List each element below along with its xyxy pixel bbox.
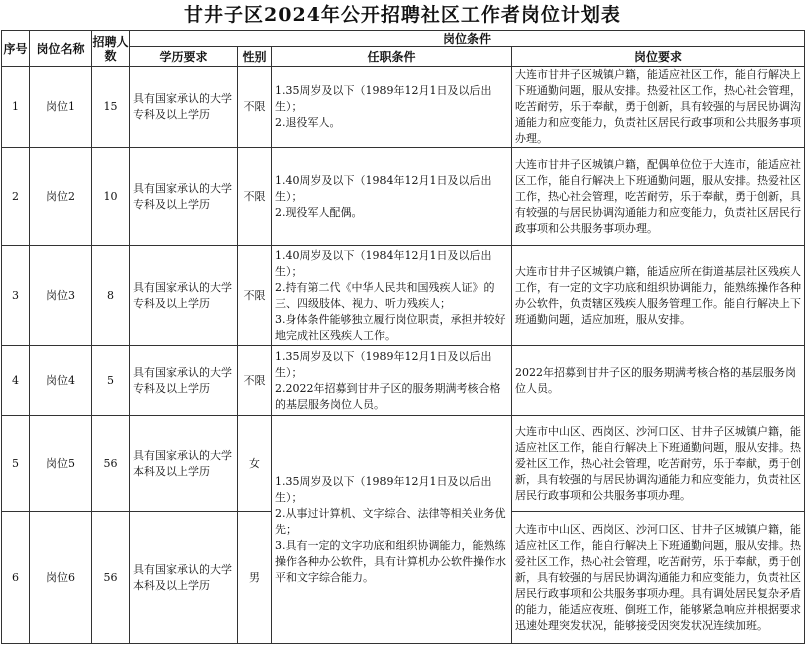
cell-education: 具有国家承认的大学专科及以上学历 bbox=[130, 346, 238, 416]
cell-recruit-count: 56 bbox=[92, 416, 130, 512]
header-position-name: 岗位名称 bbox=[30, 31, 92, 67]
table-row bbox=[2, 148, 805, 246]
qualification-item: 2.从事过计算机、文字综合、法律等相关业务优先； bbox=[275, 506, 506, 536]
qualification-item: 2.持有第二代《中华人民共和国残疾人证》的三、四级肢体、视力、听力残疾人； bbox=[275, 280, 495, 310]
cell-seq: 6 bbox=[2, 512, 30, 644]
cell-seq: 4 bbox=[2, 346, 30, 416]
cell-qualifications bbox=[272, 67, 512, 148]
cell-requirements: 大连市中山区、西岗区、沙河口区、甘井子区城镇户籍，能适应社区工作，能自行解决上下班通勤问题，服从安排。热爱社区工作，热心社会管理，吃苦耐劳，乐于奉献，勇于创新，具有较强的与居民协调沟通能力和应变能力，负责社区居民行政事项和公共服务事项办理。具有调处居民复杂矛盾的能力，能适应夜班、倒班工作，能够紧急响应并根据要求迅速处理突发状况，能够接受因突发状况连续加班。 bbox=[512, 512, 805, 644]
qualification-item: 3.具有一定的文字功底和组织协调能力，能熟练操作各种办公软件，具有计算机办公软件操作水平和文字综合能力。 bbox=[275, 538, 506, 584]
cell-gender: 女 bbox=[238, 416, 272, 512]
cell-position-name: 岗位1 bbox=[30, 67, 92, 148]
cell-recruit-count: 5 bbox=[92, 346, 130, 416]
header-requirements: 岗位要求 bbox=[512, 47, 805, 67]
cell-seq: 5 bbox=[2, 416, 30, 512]
cell-recruit-count: 10 bbox=[92, 148, 130, 246]
cell-position-name: 岗位2 bbox=[30, 148, 92, 246]
header-gender: 性别 bbox=[238, 47, 272, 67]
header-qualifications: 任职条件 bbox=[272, 47, 512, 67]
qualification-item: 2.现役军人配偶。 bbox=[275, 205, 363, 219]
cell-education: 具有国家承认的大学专科及以上学历 bbox=[130, 246, 238, 346]
qualification-item: 3.身体条件能够独立履行岗位职责，承担并较好地完成社区残疾人工作。 bbox=[275, 312, 506, 342]
cell-recruit-count: 15 bbox=[92, 67, 130, 148]
cell-seq: 3 bbox=[2, 246, 30, 346]
cell-position-name: 岗位3 bbox=[30, 246, 92, 346]
cell-position-name: 岗位5 bbox=[30, 416, 92, 512]
cell-education: 具有国家承认的大学专科及以上学历 bbox=[130, 67, 238, 148]
cell-qualifications bbox=[272, 148, 512, 246]
header-seq: 序号 bbox=[2, 31, 30, 67]
header-education: 学历要求 bbox=[130, 47, 238, 67]
cell-gender: 不限 bbox=[238, 246, 272, 346]
qualification-item: 2.2022年招募到甘井子区的服务期满考核合格的基层服务岗位人员。 bbox=[275, 381, 501, 411]
cell-education: 具有国家承认的大学专科及以上学历 bbox=[130, 148, 238, 246]
cell-qualifications-shared bbox=[272, 416, 512, 644]
qualification-item: 1.35周岁及以下（1989年12月1日及以后出生）； bbox=[275, 474, 492, 504]
cell-education: 具有国家承认的大学本科及以上学历 bbox=[130, 416, 238, 512]
qualification-item: 2.退役军人。 bbox=[275, 116, 341, 129]
cell-position-name: 岗位4 bbox=[30, 346, 92, 416]
table-row bbox=[2, 67, 805, 148]
qualification-item: 1.35周岁及以下（1989年12月1日及以后出生）； bbox=[275, 349, 492, 379]
header-recruit-count: 招聘人数 bbox=[92, 31, 130, 67]
table-row bbox=[2, 346, 805, 416]
header-position-conditions: 岗位条件 bbox=[130, 31, 805, 47]
page-title: 甘井子区2024年公开招聘社区工作者岗位计划表 bbox=[184, 4, 621, 26]
position-plan-table bbox=[1, 30, 805, 644]
cell-seq: 1 bbox=[2, 67, 30, 148]
cell-requirements: 2022年招募到甘井子区的服务期满考核合格的基层服务岗位人员。 bbox=[512, 346, 805, 416]
table-row bbox=[2, 416, 805, 512]
cell-seq: 2 bbox=[2, 148, 30, 246]
cell-position-name: 岗位6 bbox=[30, 512, 92, 644]
cell-requirements: 大连市甘井子区城镇户籍，能适应所在街道基层社区残疾人工作，有一定的文字功底和组织协调能力，能熟练操作各种办公软件，负责辖区残疾人服务管理工作。能自行解决上下班通勤问题，适应加班，服从安排。 bbox=[512, 246, 805, 346]
qualification-item: 1.40周岁及以下（1984年12月1日及以后出生）； bbox=[275, 173, 492, 203]
cell-requirements: 大连市中山区、西岗区、沙河口区、甘井子区城镇户籍，能适应社区工作，能自行解决上下班通勤问题，服从安排。热爱社区工作，热心社会管理，吃苦耐劳，乐于奉献，勇于创新，具有较强的与居民协调沟通能力和应变能力，负责社区居民行政事项和公共服务事项办理。 bbox=[512, 416, 805, 512]
cell-recruit-count: 56 bbox=[92, 512, 130, 644]
cell-qualifications bbox=[272, 346, 512, 416]
cell-qualifications bbox=[272, 246, 512, 346]
qualification-item: 1.40周岁及以下（1984年12月1日及以后出生）； bbox=[275, 248, 492, 278]
cell-gender: 不限 bbox=[238, 148, 272, 246]
cell-requirements: 大连市甘井子区城镇户籍，能适应社区工作，能自行解决上下班通勤问题，服从安排。热爱社区工作，热心社会管理，吃苦耐劳，乐于奉献，勇于创新，具有较强的与居民协调沟通能力和应变能力，负责社区居民行政事项和公共服务事项办理。 bbox=[512, 67, 805, 148]
qualification-item: 1.35周岁及以下（1989年12月1日及以后出生）； bbox=[275, 84, 492, 113]
cell-gender: 男 bbox=[238, 512, 272, 644]
cell-requirements: 大连市甘井子区城镇户籍，配偶单位位于大连市，能适应社区工作，能自行解决上下班通勤问题，服从安排。热爱社区工作，热心社会管理，吃苦耐劳，乐于奉献，勇于创新，具有较强的与居民协调沟通能力和应变能力，负责社区居民行政事项和公共服务事项办理。 bbox=[512, 148, 805, 246]
cell-gender: 不限 bbox=[238, 67, 272, 148]
cell-gender: 不限 bbox=[238, 346, 272, 416]
cell-recruit-count: 8 bbox=[92, 246, 130, 346]
table-row bbox=[2, 246, 805, 346]
cell-education: 具有国家承认的大学本科及以上学历 bbox=[130, 512, 238, 644]
